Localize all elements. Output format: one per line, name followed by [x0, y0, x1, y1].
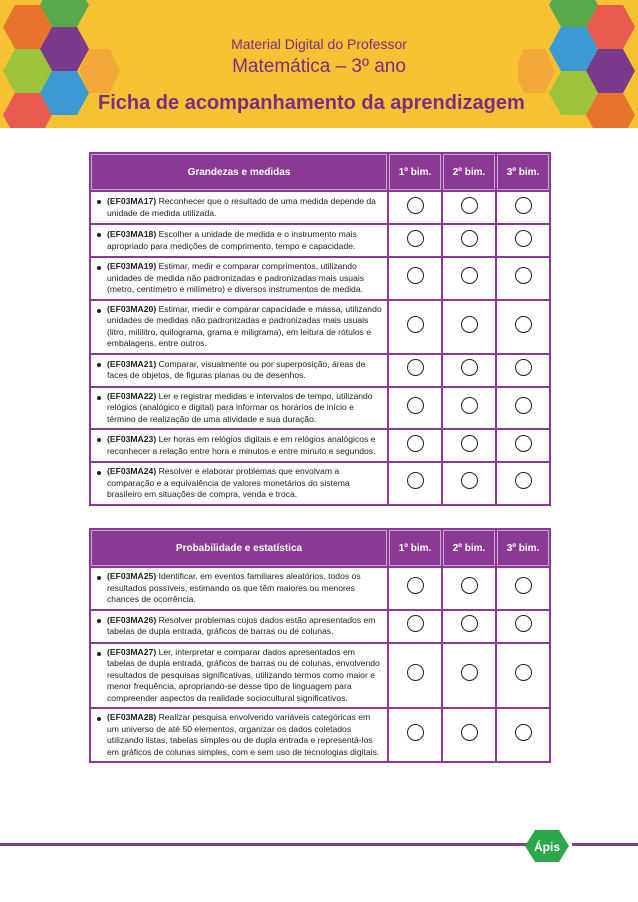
bimester-cell-2 — [443, 225, 495, 256]
bimester-cell-3 — [497, 355, 549, 386]
bimester-cell-3 — [497, 192, 549, 223]
bimester-cell-2 — [443, 192, 495, 223]
skill-code: (EF03MA26) — [107, 614, 157, 625]
radio-circle[interactable] — [407, 615, 424, 632]
radio-circle[interactable] — [515, 664, 532, 681]
page-title: Ficha de acompanhamento da aprendizagem — [98, 92, 525, 114]
radio-circle[interactable] — [407, 472, 424, 489]
skill-description — [91, 301, 387, 353]
bimester-cell-3 — [497, 430, 549, 461]
bimester-cell-3 — [497, 709, 549, 761]
table-row — [91, 568, 549, 609]
radio-circle[interactable] — [407, 230, 424, 247]
table-row — [91, 301, 549, 353]
table-row — [91, 355, 549, 386]
radio-circle[interactable] — [515, 397, 532, 414]
bimester-cell-2 — [443, 568, 495, 609]
radio-circle[interactable] — [515, 230, 532, 247]
skill-code: (EF03MA25) — [107, 571, 157, 581]
bimester-cell-2 — [443, 644, 495, 708]
bimester-cell-2 — [443, 258, 495, 299]
bimester-cell-3 — [497, 225, 549, 256]
radio-circle[interactable] — [407, 359, 424, 376]
table-row — [91, 709, 549, 761]
skill-description — [91, 709, 387, 761]
table-probabilidade-estatistica — [89, 528, 548, 763]
skill-text: Ler, interpretar e comparar dados apresentados em tabelas de dupla entrada, gráficos de barras ou de colunas, envolvendo resultados de pesquisas significativas, utilizando termos como maior e menor frequência, apropriando-se desse tipo de linguagem para compreender aspectos da realidade sociocultural significativos. — [107, 646, 380, 703]
radio-circle[interactable] — [515, 724, 532, 741]
radio-circle[interactable] — [461, 316, 478, 333]
bimester-cell-1 — [389, 644, 441, 708]
skill-text: Ler horas em relógios digitais e em relógios analógicos e reconhecer a relação entre hora e minutos e entre minuto e segundos. — [107, 434, 376, 456]
assessment-table — [89, 528, 551, 763]
radio-circle[interactable] — [461, 435, 478, 452]
radio-circle[interactable] — [461, 472, 478, 489]
bimester-cell-1 — [389, 463, 441, 504]
skill-code: (EF03MA27) — [107, 646, 157, 657]
table-heading: Probabilidade e estatística — [91, 530, 387, 566]
bimester-cell-2 — [443, 611, 495, 642]
skill-description — [91, 258, 387, 299]
skill-description — [91, 430, 387, 461]
bimester-cell-2 — [443, 388, 495, 429]
radio-circle[interactable] — [407, 435, 424, 452]
bimester-cell-3 — [497, 388, 549, 429]
skill-code: (EF03MA20) — [107, 303, 157, 314]
radio-circle[interactable] — [461, 397, 478, 414]
skill-code: (EF03MA18) — [107, 229, 157, 239]
table-row — [91, 225, 549, 256]
radio-circle[interactable] — [407, 267, 424, 284]
skill-code: (EF03MA19) — [107, 261, 157, 271]
radio-circle[interactable] — [407, 397, 424, 414]
skill-code: (EF03MA22) — [107, 390, 157, 401]
radio-circle[interactable] — [515, 267, 532, 284]
radio-circle[interactable] — [515, 359, 532, 376]
skill-description — [91, 192, 387, 223]
footer-divider-right — [572, 843, 638, 846]
bimester-cell-1 — [389, 611, 441, 642]
table-heading: Grandezas e medidas — [91, 154, 387, 190]
table-row — [91, 388, 549, 429]
bimester-cell-2 — [443, 355, 495, 386]
skill-description — [91, 388, 387, 429]
table-row — [91, 463, 549, 504]
skill-text: Reconhecer que o resultado de uma medida depende da unidade de medida utilizada. — [107, 196, 376, 218]
radio-circle[interactable] — [515, 435, 532, 452]
radio-circle[interactable] — [515, 316, 532, 333]
skill-text: Resolver e elaborar problemas que envolvam a comparação e a equivalência de valores monetários do sistema brasileiro em situações de compra, venda e troca. — [107, 466, 350, 499]
table-row — [91, 192, 549, 223]
bimester-cell-1 — [389, 388, 441, 429]
bimester-cell-1 — [389, 192, 441, 223]
skill-text: Estimar, medir e comparar capacidade e massa, utilizando unidades de medidas não padronizadas e padronizadas mais usuais (litro, mililitro, quilograma, grama e miligrama), em leitura de rótulos e embalagens, entre outros. — [107, 303, 382, 348]
skill-description — [91, 644, 387, 708]
radio-circle[interactable] — [461, 577, 478, 594]
skill-code: (EF03MA28) — [107, 712, 157, 722]
skill-description — [91, 463, 387, 504]
skill-code: (EF03MA24) — [107, 466, 157, 476]
bimester-cell-2 — [443, 709, 495, 761]
table-row — [91, 611, 549, 642]
skill-description — [91, 568, 387, 609]
radio-circle[interactable] — [515, 197, 532, 214]
skill-text: Realizar pesquisa envolvendo variáveis categóricas em um universo de até 50 elementos, organizar os dados coletados utilizando listas, tabelas simples ou de dupla entrada e representá-los em gráficos de colunas simples, com e sem uso de tecnologias digitais. — [107, 712, 380, 757]
bimester-cell-1 — [389, 355, 441, 386]
bimester-cell-2 — [443, 301, 495, 353]
radio-circle[interactable] — [407, 724, 424, 741]
radio-circle[interactable] — [515, 577, 532, 594]
bimester-cell-2 — [443, 430, 495, 461]
header-banner — [0, 0, 638, 128]
skill-description — [91, 611, 387, 642]
bimester-cell-3 — [497, 463, 549, 504]
skill-text: Escolher a unidade de medida e o instrumento mais apropriado para medições de comprimento, tempo e capacidade. — [107, 229, 357, 251]
table-row — [91, 430, 549, 461]
radio-circle[interactable] — [461, 197, 478, 214]
bimester-cell-3 — [497, 644, 549, 708]
bimester-cell-2 — [443, 463, 495, 504]
table-grandezas-medidas — [89, 152, 548, 506]
skill-description — [91, 355, 387, 386]
skill-code: (EF03MA21) — [107, 358, 157, 369]
column-header-1: 1º bim. — [389, 154, 441, 190]
radio-circle[interactable] — [515, 615, 532, 632]
column-header-1: 1º bim. — [389, 530, 441, 566]
column-header-2: 2º bim. — [443, 530, 495, 566]
skill-text: Comparar, visualmente ou por superposição, áreas de faces de objetos, de figuras planas ou de desenhos. — [107, 358, 366, 380]
radio-circle[interactable] — [461, 724, 478, 741]
skill-code: (EF03MA23) — [107, 434, 157, 444]
header-subtitle: Material Digital do Professor — [231, 36, 407, 52]
radio-circle[interactable] — [461, 615, 478, 632]
bimester-cell-3 — [497, 611, 549, 642]
radio-circle[interactable] — [461, 230, 478, 247]
column-header-3: 3º bim. — [497, 530, 549, 566]
skill-text: Resolver problemas cujos dados estão apresentados em tabelas de dupla entrada, gráficos de barras ou de colunas. — [107, 614, 376, 636]
bimester-cell-1 — [389, 709, 441, 761]
footer-divider — [0, 843, 528, 846]
radio-circle[interactable] — [515, 472, 532, 489]
radio-circle[interactable] — [461, 359, 478, 376]
skill-code: (EF03MA17) — [107, 196, 157, 206]
bimester-cell-3 — [497, 568, 549, 609]
radio-circle[interactable] — [461, 664, 478, 681]
bimester-cell-1 — [389, 301, 441, 353]
skill-text: Identificar, em eventos familiares aleatórios, todos os resultados possíveis, estimando os que têm maiores ou menores chances de ocorrência. — [107, 571, 361, 604]
apis-logo — [524, 828, 570, 864]
bimester-cell-1 — [389, 225, 441, 256]
bimester-cell-1 — [389, 430, 441, 461]
bimester-cell-3 — [497, 258, 549, 299]
logo-text: Ápis — [533, 840, 561, 854]
skill-description — [91, 225, 387, 256]
column-header-3: 3º bim. — [497, 154, 549, 190]
table-row — [91, 644, 549, 708]
skill-text: Estimar, medir e comparar comprimentos, utilizando unidades de medida não padronizadas e padronizadas mais usuais (metro, centímetro e milímetro) e diversos instrumentos de medida. — [107, 261, 365, 294]
assessment-table — [89, 152, 551, 506]
column-header-2: 2º bim. — [443, 154, 495, 190]
bimester-cell-1 — [389, 568, 441, 609]
header-main-title: Matemática – 3º ano — [232, 56, 406, 77]
radio-circle[interactable] — [461, 267, 478, 284]
skill-text: Ler e registrar medidas e intervalos de tempo, utilizando relógios (analógico e digital) para informar os horários de início e término de realização de uma atividade e sua duração. — [107, 390, 373, 424]
bimester-cell-3 — [497, 301, 549, 353]
radio-circle[interactable] — [407, 664, 424, 681]
radio-circle[interactable] — [407, 577, 424, 594]
table-row — [91, 258, 549, 299]
radio-circle[interactable] — [407, 316, 424, 333]
radio-circle[interactable] — [407, 197, 424, 214]
bimester-cell-1 — [389, 258, 441, 299]
